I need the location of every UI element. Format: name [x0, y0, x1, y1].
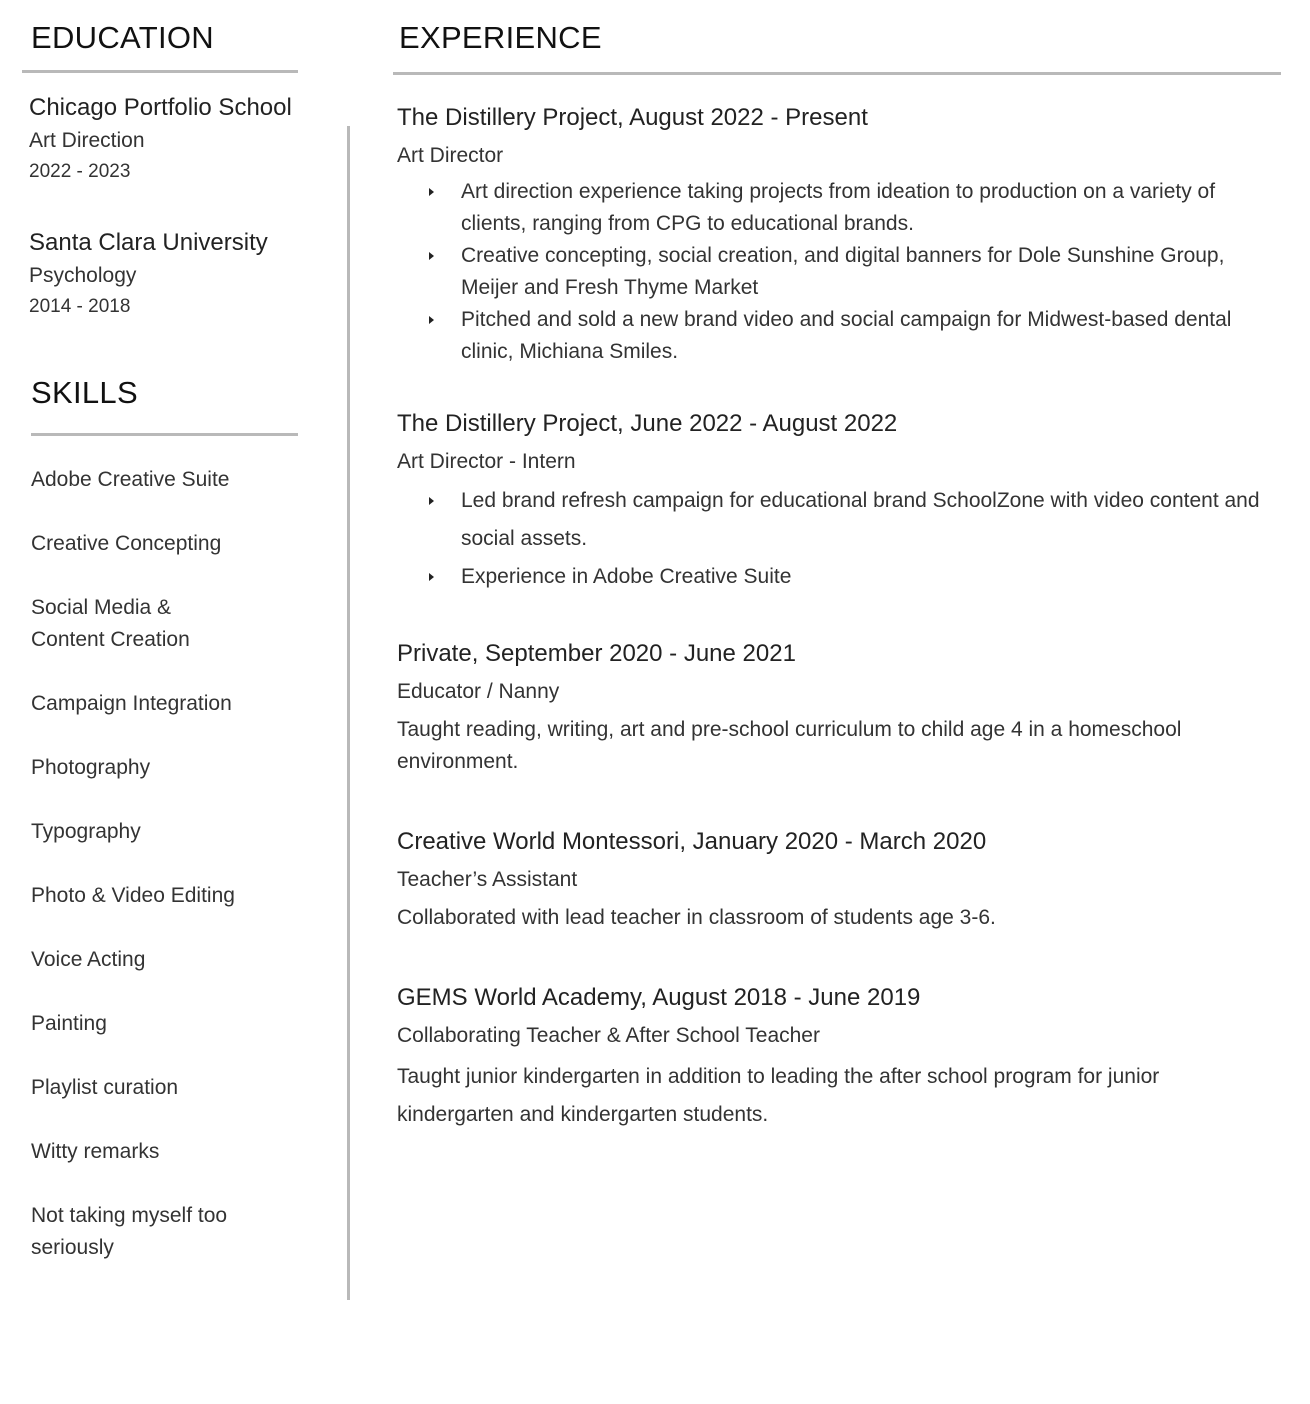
skill-item: Voice Acting — [31, 948, 146, 971]
job-entry — [397, 980, 1267, 1134]
bullet-icon — [429, 497, 434, 505]
job-entry — [397, 824, 1267, 934]
skill-item: Creative Concepting — [31, 532, 222, 555]
list-item — [461, 240, 1267, 304]
bullet-icon — [429, 188, 434, 196]
skills-divider — [31, 433, 298, 436]
skills-list — [31, 464, 321, 1296]
bullet-icon — [429, 252, 434, 260]
list-item — [461, 558, 1267, 596]
bullet-text: Creative concepting, social creation, and digital banners for Dole Sunshine Group, Meijer and Fresh Thyme Market — [461, 244, 1225, 299]
job-title: Creative World Montessori, January 2020 - March 2020 — [397, 828, 987, 855]
skill-item: Playlist curation — [31, 1076, 179, 1099]
study-years: 2014 - 2018 — [29, 296, 131, 317]
list-item — [461, 482, 1267, 558]
skills-heading: SKILLS — [31, 375, 138, 410]
skill-item: Social Media & Content Creation — [31, 596, 190, 651]
job-role: Art Director — [397, 144, 504, 167]
skill-item: Typography — [31, 820, 141, 843]
bullet-text: Pitched and sold a new brand video and social campaign for Midwest-based dental clinic, Michiana Smiles. — [461, 308, 1232, 363]
job-entry — [397, 100, 1267, 368]
job-title: GEMS World Academy, August 2018 - June 2019 — [397, 984, 921, 1011]
job-title: The Distillery Project, June 2022 - August 2022 — [397, 410, 898, 437]
job-title: The Distillery Project, August 2022 - Present — [397, 104, 868, 131]
skill-item: Photo & Video Editing — [31, 884, 235, 907]
job-role: Art Director - Intern — [397, 450, 576, 473]
job-description: Taught junior kindergarten in addition to leading the after school program for junior kindergarten and kindergarten students. — [397, 1065, 1160, 1126]
bullet-text: Art direction experience taking projects from ideation to production on a variety of clients, ranging from CPG to educational brands. — [461, 180, 1216, 235]
job-role: Teacher’s Assistant — [397, 868, 578, 891]
school-name: Chicago Portfolio School — [29, 94, 292, 121]
skill-item: Painting — [31, 1012, 107, 1035]
bullet-text: Experience in Adobe Creative Suite — [461, 565, 792, 588]
bullet-icon — [429, 573, 434, 581]
skill-item: Not taking myself too seriously — [31, 1204, 228, 1259]
job-bullets — [397, 482, 1267, 596]
bullet-text: Led brand refresh campaign for educational brand SchoolZone with video content and social assets. — [461, 489, 1260, 550]
experience-heading: EXPERIENCE — [399, 20, 602, 55]
skill-item: Photography — [31, 756, 151, 779]
column-divider — [347, 126, 350, 1300]
education-heading: EDUCATION — [31, 20, 214, 55]
skill-item: Campaign Integration — [31, 692, 232, 715]
job-bullets — [397, 176, 1267, 368]
list-item — [461, 176, 1267, 240]
job-title: Private, September 2020 - June 2021 — [397, 640, 796, 667]
job-entry — [397, 406, 1267, 596]
job-description: Taught reading, writing, art and pre-school curriculum to child age 4 in a homeschool environment. — [397, 718, 1182, 773]
experience-divider — [393, 72, 1281, 75]
study-years: 2022 - 2023 — [29, 161, 131, 182]
field-of-study: Psychology — [29, 264, 137, 287]
list-item — [461, 304, 1267, 368]
job-role: Collaborating Teacher & After School Teacher — [397, 1024, 820, 1047]
skill-item: Adobe Creative Suite — [31, 468, 230, 491]
education-divider — [22, 70, 298, 73]
job-entry — [397, 636, 1267, 778]
bullet-icon — [429, 316, 434, 324]
job-role: Educator / Nanny — [397, 680, 560, 703]
job-description: Collaborated with lead teacher in classroom of students age 3-6. — [397, 906, 996, 929]
school-name: Santa Clara University — [29, 229, 268, 256]
experience-list — [397, 100, 1267, 1134]
skill-item: Witty remarks — [31, 1140, 160, 1163]
education-entry — [29, 227, 268, 321]
education-entry — [29, 92, 292, 186]
field-of-study: Art Direction — [29, 129, 145, 152]
